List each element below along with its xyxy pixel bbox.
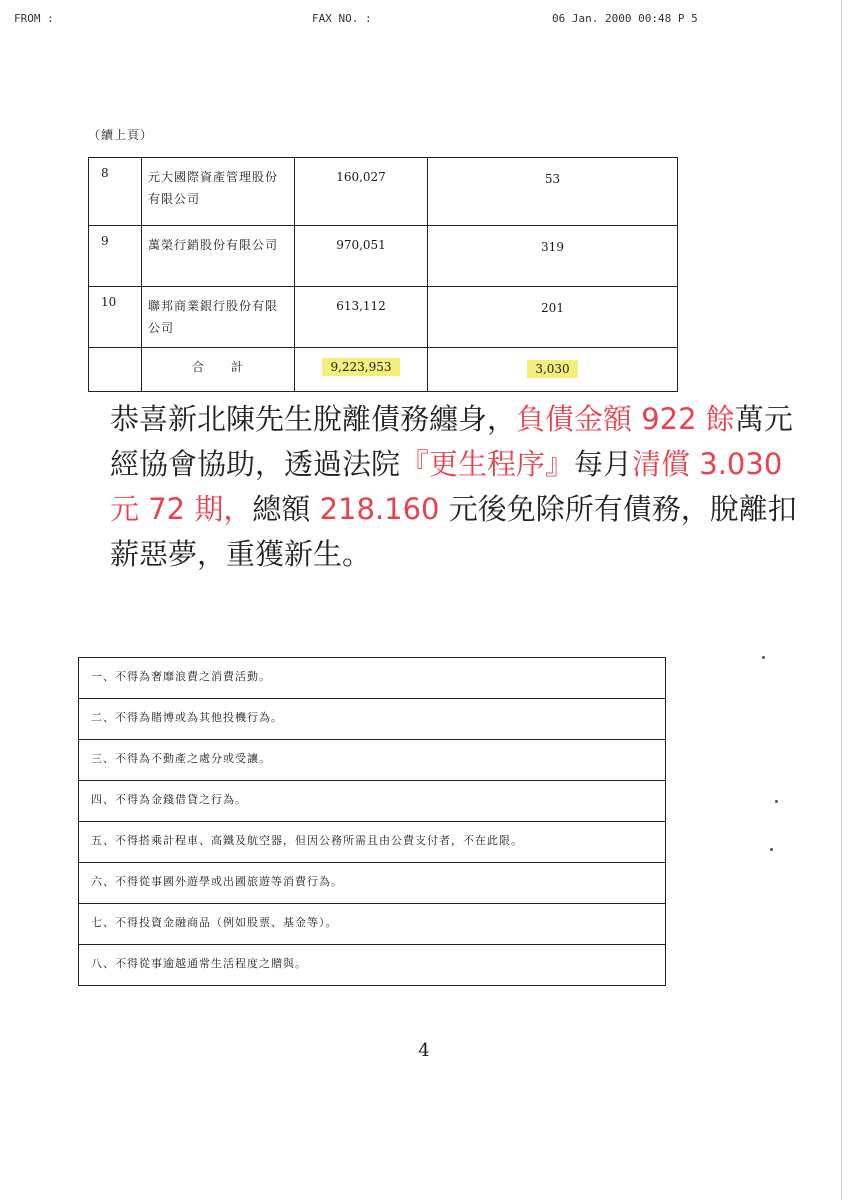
scan-speck <box>775 800 778 803</box>
row-index: 8 <box>89 158 142 226</box>
table-total-row <box>89 348 678 392</box>
list-item: 四、不得為金錢借貸之行為。 <box>79 780 665 821</box>
list-item: 八、不得從事逾越通常生活程度之贈與。 <box>79 944 665 985</box>
announcement-highlight: 『更生程序』 <box>400 447 575 481</box>
announcement-overlay <box>96 395 808 653</box>
row-index: 9 <box>89 226 142 287</box>
debt-amount: 160,027 <box>295 158 428 226</box>
restrictions-list <box>78 657 666 986</box>
announcement-text: 元後免除所有債務，脫離扣薪惡夢，重獲新生。 <box>110 492 797 571</box>
announcement-highlight: 負債金額 922 餘 <box>516 402 735 436</box>
list-item: 七、不得投資金融商品（例如股票、基金等）。 <box>79 903 665 944</box>
fax-header <box>0 12 848 28</box>
debt-amount: 613,112 <box>295 287 428 348</box>
list-item: 二、不得為賭博或為其他投機行為。 <box>79 698 665 739</box>
scan-speck <box>770 848 773 851</box>
total-amount: 9,223,953 <box>322 358 399 376</box>
announcement-highlight: 218.160 <box>319 492 440 526</box>
fax-datetime: 06 Jan. 2000 00:48 P 5 <box>552 12 698 25</box>
announcement-text: 每月 <box>574 447 633 481</box>
creditor-name: 元大國際資產管理股份有限公司 <box>142 158 295 226</box>
announcement-text: 恭喜新北陳先生脫離債務纏身， <box>110 402 517 436</box>
table-row <box>89 226 678 287</box>
monthly-payment: 201 <box>428 287 678 348</box>
creditor-name: 聯邦商業銀行股份有限公司 <box>142 287 295 348</box>
creditor-name: 萬榮行銷股份有限公司 <box>142 226 295 287</box>
monthly-payment: 319 <box>428 226 678 287</box>
announcement-text: 總額 <box>252 492 320 526</box>
fax-number: FAX NO. : <box>312 12 372 25</box>
fax-from: FROM : <box>14 12 54 25</box>
list-item: 五、不得搭乘計程車、高鐵及航空器，但因公務所需且由公費支付者，不在此限。 <box>79 821 665 862</box>
total-monthly: 3,030 <box>527 360 577 378</box>
scan-edge-line <box>841 0 842 1200</box>
creditor-table <box>88 157 678 392</box>
row-index: 10 <box>89 287 142 348</box>
list-item: 一、不得為奢靡浪費之消費活動。 <box>79 657 665 698</box>
announcement-highlight: 清償 3.030 元 72 期， <box>110 447 783 526</box>
continued-label: （續上頁） <box>88 128 154 142</box>
monthly-payment: 53 <box>428 158 678 226</box>
page-number: 4 <box>418 1040 430 1061</box>
list-item: 三、不得為不動產之處分或受讓。 <box>79 739 665 780</box>
announcement-text: 萬元經協會協助，透過法院 <box>110 402 793 481</box>
table-row <box>89 158 678 226</box>
debt-amount: 970,051 <box>295 226 428 287</box>
table-row <box>89 287 678 348</box>
scan-speck <box>762 656 765 659</box>
total-label: 合 計 <box>142 348 295 392</box>
list-item: 六、不得從事國外遊學或出國旅遊等消費行為。 <box>79 862 665 903</box>
